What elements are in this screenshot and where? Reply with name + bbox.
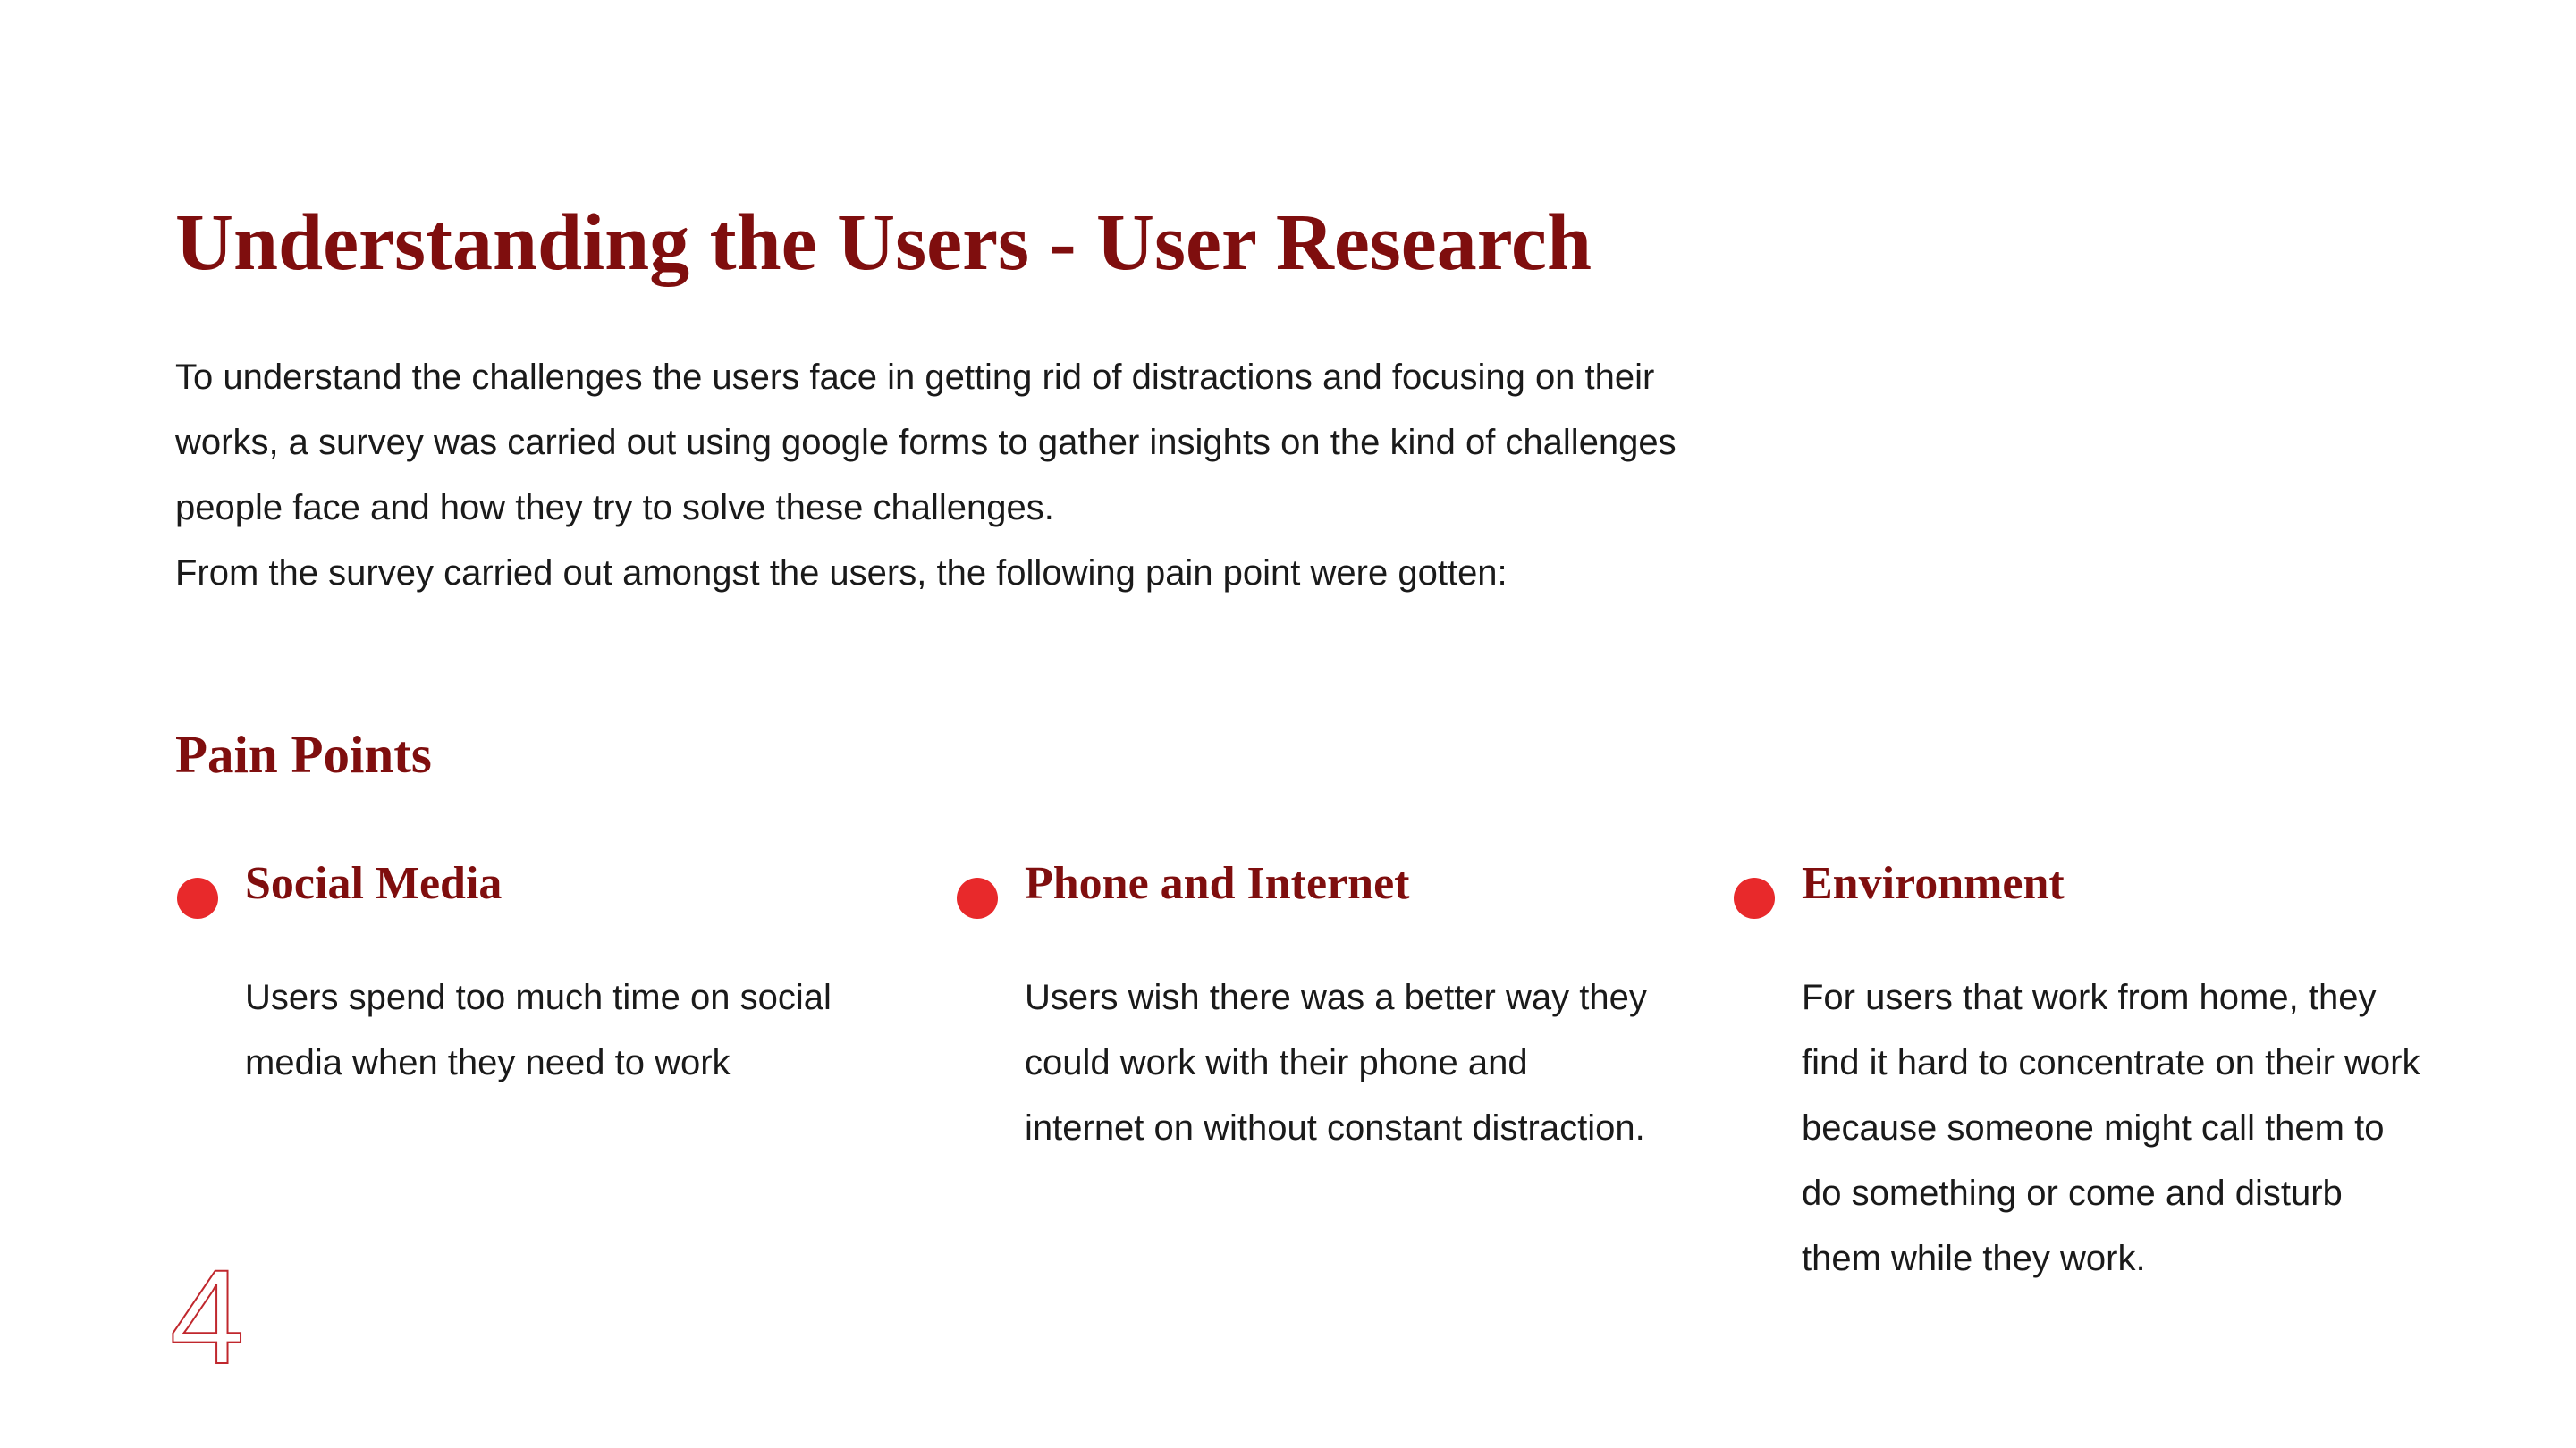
pain-point-title: Environment xyxy=(1802,858,2065,909)
intro-paragraph: From the survey carried out amongst the users, the following pain point were gotten: xyxy=(175,553,1508,593)
intro-text xyxy=(175,345,1695,606)
bullet-dot-icon xyxy=(1734,878,1775,919)
pain-point-title: Social Media xyxy=(245,858,503,909)
page-number: 4 xyxy=(170,1242,245,1392)
slide-title: Understanding the Users - User Research xyxy=(175,198,1592,287)
pain-point-title: Phone and Internet xyxy=(1025,858,1410,909)
pain-point-description: For users that work from home, they find it hard to concentrate on their work because someone might call them to do something or come and disturb them while they work. xyxy=(1802,978,2420,1278)
intro-paragraph: To understand the challenges the users face in getting rid of distractions and focusing on their works, a survey was carried out using google forms to gather insights on the kind of challenges people face and how they try to solve these challenges. xyxy=(175,358,1677,527)
pain-point-description: Users wish there was a better way they could work with their phone and internet on without constant distraction. xyxy=(1025,978,1647,1148)
bullet-dot-icon xyxy=(957,878,998,919)
section-heading-pain-points: Pain Points xyxy=(175,725,432,784)
bullet-dot-icon xyxy=(177,878,218,919)
pain-point-description: Users spend too much time on social media when they need to work xyxy=(245,978,832,1082)
